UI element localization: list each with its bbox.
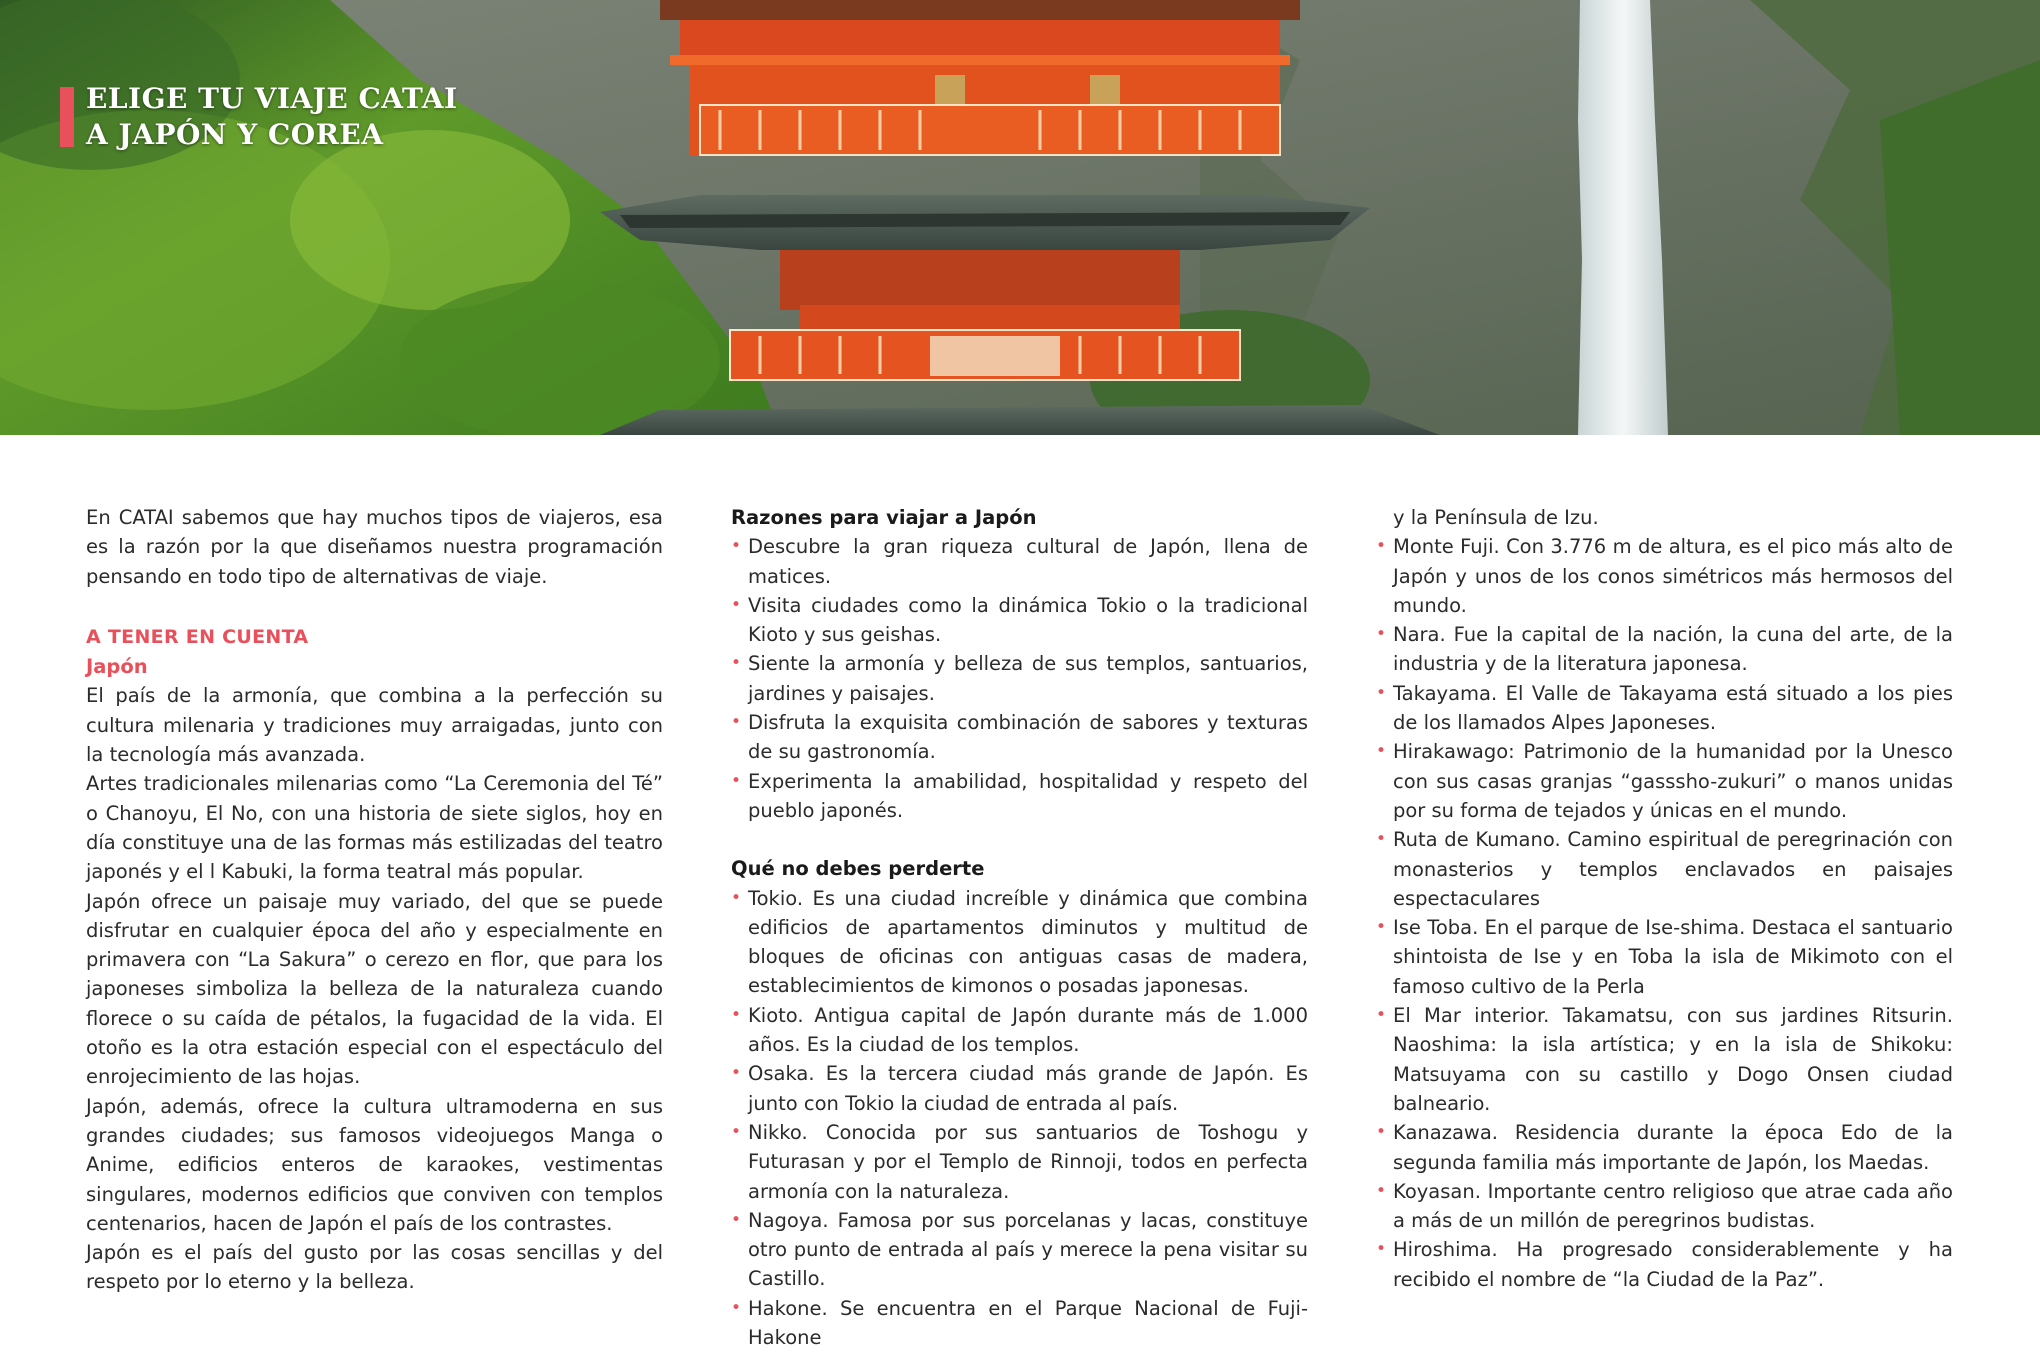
column-1: [86, 503, 663, 1297]
list-item: • Nara. Fue la capital de la nación, la cuna del arte, de la industria y de la literatura japonesa.: [1376, 620, 1953, 679]
list-item: y la Península de Izu.: [1393, 506, 1599, 529]
title-accent-bar: [60, 87, 74, 147]
list-item: • Hiroshima. Ha progresado considerablemente y ha recibido el nombre de “la Ciudad de la Paz”.: [1376, 1235, 1953, 1294]
body-paragraph: Japón es el país del gusto por las cosas sencillas y del respeto por lo eterno y la belleza.: [86, 1241, 663, 1294]
intro-paragraph: En CATAI sabemos que hay muchos tipos de viajeros, esa es la razón por la que diseñamos nuestra programación pensando en todo tipo de alternativas de viaje.: [86, 506, 663, 588]
section-kicker: A TENER EN CUENTA: [86, 625, 309, 648]
body-paragraph: Artes tradicionales milenarias como “La Ceremonia del Té” o Chanoyu, El No, con una historia de siete siglos, hoy en día constituye una de las formas más estilizadas del teatro japonés y el l Kabuki, la forma teatral más popular.: [86, 772, 663, 884]
list-item: • Monte Fuji. Con 3.776 m de altura, es el pico más alto de Japón y unos de los conos simétricos más hermosos del mundo.: [1376, 532, 1953, 620]
list-item: • El Mar interior. Takamatsu, con sus jardines Ritsurin. Naoshima: la isla artística; y en la isla de Shikoku: Matsuyama con su castillo y Dogo Onsen ciudad balneario.: [1376, 1001, 1953, 1118]
page-title-line1: ELIGE TU VIAJE CATAI: [86, 82, 458, 115]
column-3: [1376, 503, 1953, 1294]
places-list-continued: [1376, 503, 1953, 1294]
list-item: • Osaka. Es la tercera ciudad más grande de Japón. Es junto con Tokio la ciudad de entrada al país.: [731, 1059, 1308, 1118]
reasons-list: [731, 532, 1308, 825]
hero-image: [0, 0, 2040, 435]
must-see-heading: Qué no debes perderte: [731, 857, 985, 881]
list-item: • Tokio. Es una ciudad increíble y dinámica que combina edificios de apartamentos diminutos y multitud de bloques de oficinas con antiguas casas de madera, establecimientos de kimonos o posadas japonesas.: [731, 884, 1308, 1001]
list-item: • Kioto. Antigua capital de Japón durante más de 1.000 años. Es la ciudad de los templos.: [731, 1001, 1308, 1060]
list-item: • Nagoya. Famosa por sus porcelanas y lacas, constituye otro punto de entrada al país y merece la pena visitar su Castillo.: [731, 1206, 1308, 1294]
places-list: [731, 884, 1308, 1353]
list-item: • Siente la armonía y belleza de sus templos, santuarios, jardines y paisajes.: [731, 649, 1308, 708]
body-paragraph: Japón, además, ofrece la cultura ultramoderna en sus grandes ciudades; sus famosos videojuegos Manga o Anime, edificios enteros de karaokes, vestimentas singulares, modernos edificios que conviven con templos centenarios, hacen de Japón el país de los contrastes.: [86, 1094, 663, 1235]
list-item: • Descubre la gran riqueza cultural de Japón, llena de matices.: [731, 532, 1308, 591]
body-paragraph: Japón ofrece un paisaje muy variado, del que se puede disfrutar en cualquier época del año y especialmente en primavera con “La Sakura” o cerezo en flor, que para los japoneses simboliza la belleza de la naturaleza cuando florece o su caída de pétalos, la fugacidad de la vida. El otoño es la otra estación especial con el espectáculo del enrojecimiento de las hojas.: [86, 889, 663, 1089]
list-item: • Disfruta la exquisita combinación de sabores y texturas de su gastronomía.: [731, 708, 1308, 767]
list-item: • Takayama. El Valle de Takayama está situado a los pies de los llamados Alpes Japoneses.: [1376, 679, 1953, 738]
list-item: • Koyasan. Importante centro religioso que atrae cada año a más de un millón de peregrinos budistas.: [1376, 1177, 1953, 1236]
list-item: • Hirakawago: Patrimonio de la humanidad por la Unesco con sus casas granjas “gasssho-zukuri” o manos unidas por su forma de tejados y únicas en el mundo.: [1376, 737, 1953, 825]
list-item: • Ise Toba. En el parque de Ise-shima. Destaca el santuario shintoista de Ise y en Toba la isla de Mikimoto con el famoso cultivo de la Perla: [1376, 913, 1953, 1001]
page-title: [86, 81, 458, 153]
list-item: • Nikko. Conocida por sus santuarios de Toshogu y Futurasan y por el Templo de Rinnoji, todos en perfecta armonía con la naturaleza.: [731, 1118, 1308, 1206]
section-subheading: Japón: [86, 655, 148, 679]
list-item: • Experimenta la amabilidad, hospitalidad y respeto del pueblo japonés.: [731, 767, 1308, 826]
reasons-heading: Razones para viajar a Japón: [731, 506, 1037, 529]
pagoda-waterfall-photo: [0, 0, 2040, 435]
list-item: • Visita ciudades como la dinámica Tokio o la tradicional Kioto y sus geishas.: [731, 591, 1308, 650]
list-item: • Ruta de Kumano. Camino espiritual de peregrinación con monasterios y templos enclavados en paisajes espectaculares: [1376, 825, 1953, 913]
body-paragraph: El país de la armonía, que combina a la perfección su cultura milenaria y tradiciones muy arraigadas, junto con la tecnología más avanzada.: [86, 684, 663, 767]
column-2: [731, 503, 1308, 1352]
page-title-line2: A JAPÓN Y COREA: [86, 118, 384, 151]
list-item: • Kanazawa. Residencia durante la época Edo de la segunda familia más importante de Japón, los Maedas.: [1376, 1118, 1953, 1177]
list-item: • Hakone. Se encuentra en el Parque Nacional de Fuji-Hakone: [731, 1294, 1308, 1353]
